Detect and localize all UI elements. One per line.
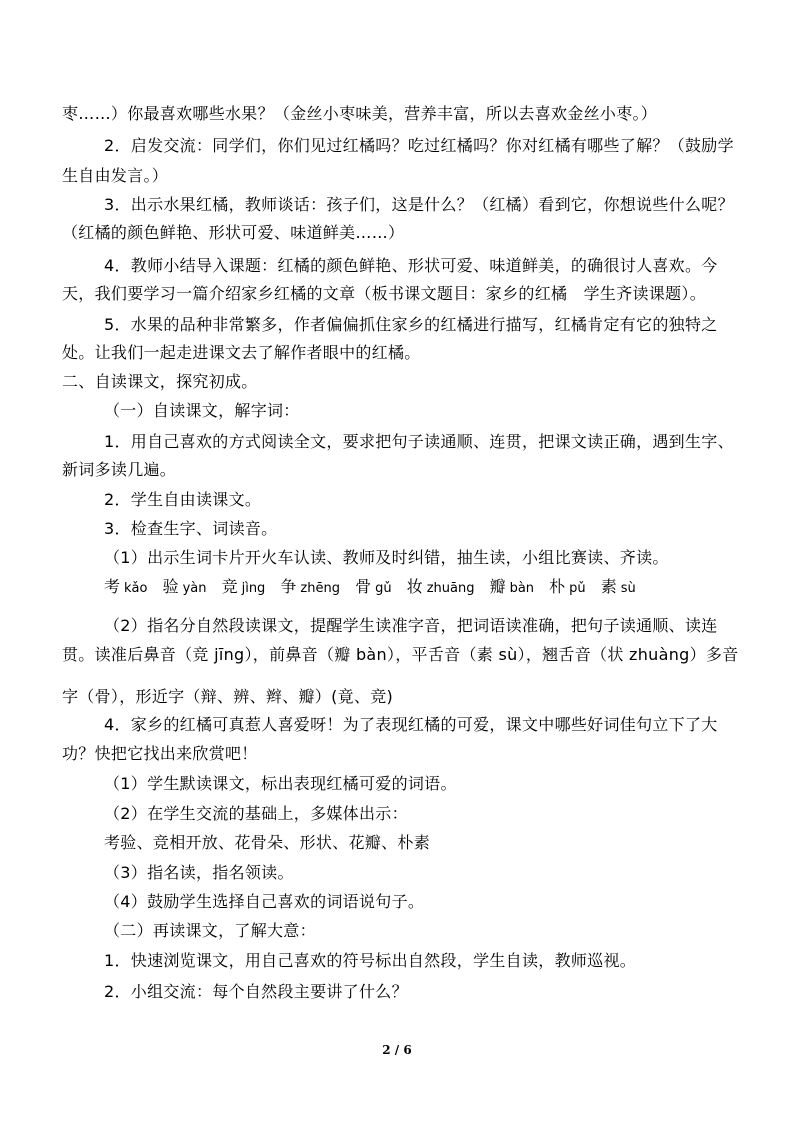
subsection-heading: （一）自读课文，解字词： bbox=[104, 401, 300, 420]
pinyin-item: 妆 zhuāng bbox=[406, 577, 475, 596]
paragraph-line: 天，我们要学习一篇介绍家乡红橘的文章（板书课文题目：家乡的红橘 学生齐读课题）。 bbox=[62, 284, 707, 303]
paragraph-line: 3．检查生字、词读音。 bbox=[104, 519, 278, 538]
page-number: 2 / 6 bbox=[382, 1043, 412, 1057]
pinyin-list bbox=[104, 576, 646, 600]
pinyin-item: 朴 pǔ bbox=[549, 577, 586, 596]
paragraph-line: （2）在学生交流的基础上，多媒体出示： bbox=[104, 804, 408, 823]
word-list: 考验、竞相开放、花骨朵、形状、花瓣、朴素 bbox=[104, 833, 431, 852]
pinyin-item: 验 yàn bbox=[162, 577, 207, 596]
paragraph-line: （3）指名读，指名领读。 bbox=[104, 863, 294, 882]
paragraph-line: 功？快把它找出来欣赏吧！ bbox=[62, 744, 258, 763]
paragraph-line: 1．用自己喜欢的方式阅读全文，要求把句子读通顺、连贯，把课文读正确，遇到生字、 bbox=[104, 432, 734, 451]
pinyin-item: 竞 jìng bbox=[221, 577, 266, 596]
paragraph-line: 4．教师小结导入课题：红橘的颜色鲜艳、形状可爱、味道鲜美，的确很讨人喜欢。今 bbox=[104, 256, 718, 275]
paragraph-line: （1）学生默读课文，标出表现红橘可爱的词语。 bbox=[104, 774, 457, 793]
paragraph-line: 2．学生自由读课文。 bbox=[104, 490, 262, 509]
paragraph-line: 1．快速浏览课文，用自己喜欢的符号标出自然段，学生自读，教师巡视。 bbox=[104, 951, 637, 970]
pinyin-item: 瓣 bàn bbox=[489, 577, 535, 596]
paragraph-line: 字（骨），形近字（辩、辨、辫、瓣）(竟、竞) bbox=[62, 687, 394, 706]
pinyin-item: 素 sù bbox=[600, 577, 636, 596]
paragraph-line: 4．家乡的红橘可真惹人喜爱呀！为了表现红橘的可爱，课文中哪些好词佳句立下了大 bbox=[104, 715, 718, 734]
pinyin-item: 骨 gǔ bbox=[355, 577, 392, 596]
subsection-heading: （二）再读课文，了解大意： bbox=[104, 921, 316, 940]
paragraph-line: 2．启发交流：同学们，你们见过红橘吗？吃过红橘吗？你对红橘有哪些了解？（鼓励学 bbox=[104, 136, 734, 155]
paragraph-line: 枣……）你最喜欢哪些水果？（金丝小枣味美，营养丰富，所以去喜欢金丝小枣。） bbox=[62, 104, 658, 123]
paragraph-line: 生自由发言。） bbox=[62, 166, 169, 185]
paragraph-line: （4）鼓励学生选择自己喜欢的词语说句子。 bbox=[104, 892, 425, 911]
paragraph-line: （红橘的颜色鲜艳、形状可爱、味道鲜美……） bbox=[62, 223, 405, 242]
paragraph-line: 5．水果的品种非常繁多，作者偏偏抓住家乡的红橘进行描写，红橘肯定有它的独特之 bbox=[104, 315, 718, 334]
paragraph-line: 处。让我们一起走进课文去了解作者眼中的红橘。 bbox=[62, 343, 421, 362]
paragraph-line: 2．小组交流：每个自然段主要讲了什么？ bbox=[104, 982, 408, 1001]
pinyin-item: 争 zhēng bbox=[280, 577, 340, 596]
section-heading: 二、自读课文，探究初成。 bbox=[62, 372, 258, 391]
paragraph-line: 新词多读几遍。 bbox=[62, 460, 177, 479]
paragraph-line: 3．出示水果红橘，教师谈话：孩子们，这是什么？（红橘）看到它，你想说些什么呢？ bbox=[104, 195, 734, 214]
paragraph-line: 贯。读准后鼻音（竞 jīng），前鼻音（瓣 bàn），平舌音（素 sù），翘舌音（状 zhuàng）多音 bbox=[62, 645, 739, 664]
pinyin-item: 考 kǎo bbox=[104, 577, 148, 596]
paragraph-line: （2）指名分自然段读课文，提醒学生读准字音，把词语读准确，把句子读通顺、读连 bbox=[104, 616, 718, 635]
paragraph-line: （1）出示生词卡片开火车认读、教师及时纠错，抽生读，小组比赛读、齐读。 bbox=[104, 548, 669, 567]
